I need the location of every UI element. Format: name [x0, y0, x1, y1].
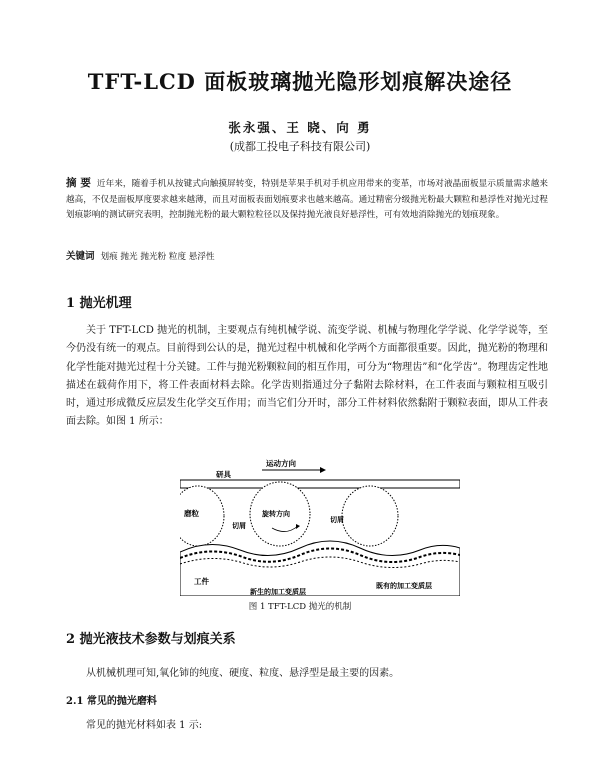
abstract-label: 摘 要 — [66, 177, 91, 189]
keywords-text: 划痕 抛光 抛光粉 粒度 悬浮性 — [100, 252, 215, 262]
chip-label-left: 切屑 — [232, 521, 246, 530]
rotation-label: 旋转方向 — [262, 509, 290, 518]
subsection-2-1-paragraph: 常见的抛光材料如表 1 示: — [86, 720, 203, 731]
abstract — [66, 176, 548, 224]
abstract-text: 近年来，随着手机从按键式向触摸屏转变，特别是苹果手机对手机应用带来的变革，市场对液晶面板显示质量需求越来越高，不仅是面板厚度要求越来越薄，而且对面板表面划痕要求也越来越高。通过精密分级抛光粉最大颗粒和悬浮性对抛光过程划痕影响的测试研究表明，控制抛光粉的最大颗粒粒径以及保持抛光液良好悬浮性，可有效地消除抛光的划痕现象。 — [66, 179, 548, 220]
particle-label: 磨粒 — [184, 509, 199, 518]
subsection-2-1-heading: 2.1 常见的抛光磨料 — [66, 696, 157, 707]
keywords — [66, 248, 548, 262]
section-2-heading: 2 抛光液技术参数与划痕关系 — [66, 632, 236, 647]
keywords-label: 关键词 — [66, 251, 95, 262]
section-1-paragraph: 关于 TFT-LCD 抛光的机制，主要观点有纯机械学说、流变学说、机械与物理化学学说、化学学说等，至今仍没有统一的观点。目前得到公认的是，抛光过程中机械和化学两个方面都很重要。因此，抛光粉的物理和化学性能对抛光过程十分关键。工件与抛光粉颗粒间的相互作用，可分为“物理齿”和“化学齿”。物理齿定性地描述在载荷作用下，将工件表面材料去除。化学齿则指通过分子黏附去除材料，在工件表面与颗粒相互吸引时，通过形成微反应层发生化学交互作用；而当它们分开时，部分工件材料依然黏附于颗粒表面，即从工件表面去除。如图 1 所示： — [66, 325, 548, 428]
section-1-heading: 1 抛光机理 — [66, 296, 132, 311]
workpiece-label: 工件 — [194, 577, 209, 586]
paper-title: TFT-LCD 面板玻璃抛光隐形划痕解决途径 — [87, 69, 513, 94]
authors: 张永强、王 晓、向 勇 — [228, 120, 372, 135]
direction-label: 运动方向 — [266, 459, 296, 468]
direction-arrowhead — [320, 467, 326, 473]
tool-plate — [180, 480, 460, 488]
polishing-mechanism-figure — [180, 458, 460, 596]
new-layer-label: 新生的加工变质层 — [250, 587, 306, 596]
affiliation: (成都工投电子科技有限公司) — [229, 140, 371, 153]
chip-label-right: 切屑 — [330, 515, 344, 524]
particle-right — [342, 486, 398, 546]
old-layer-label: 既有的加工变质层 — [376, 581, 432, 590]
tool-label: 研具 — [216, 470, 231, 479]
figure-caption: 图 1 TFT-LCD 抛光的机制 — [248, 602, 352, 612]
section-2-paragraph: 从机械机理可知,氧化铈的纯度、硬度、粒度、悬浮型是最主要的因素。 — [86, 668, 400, 679]
